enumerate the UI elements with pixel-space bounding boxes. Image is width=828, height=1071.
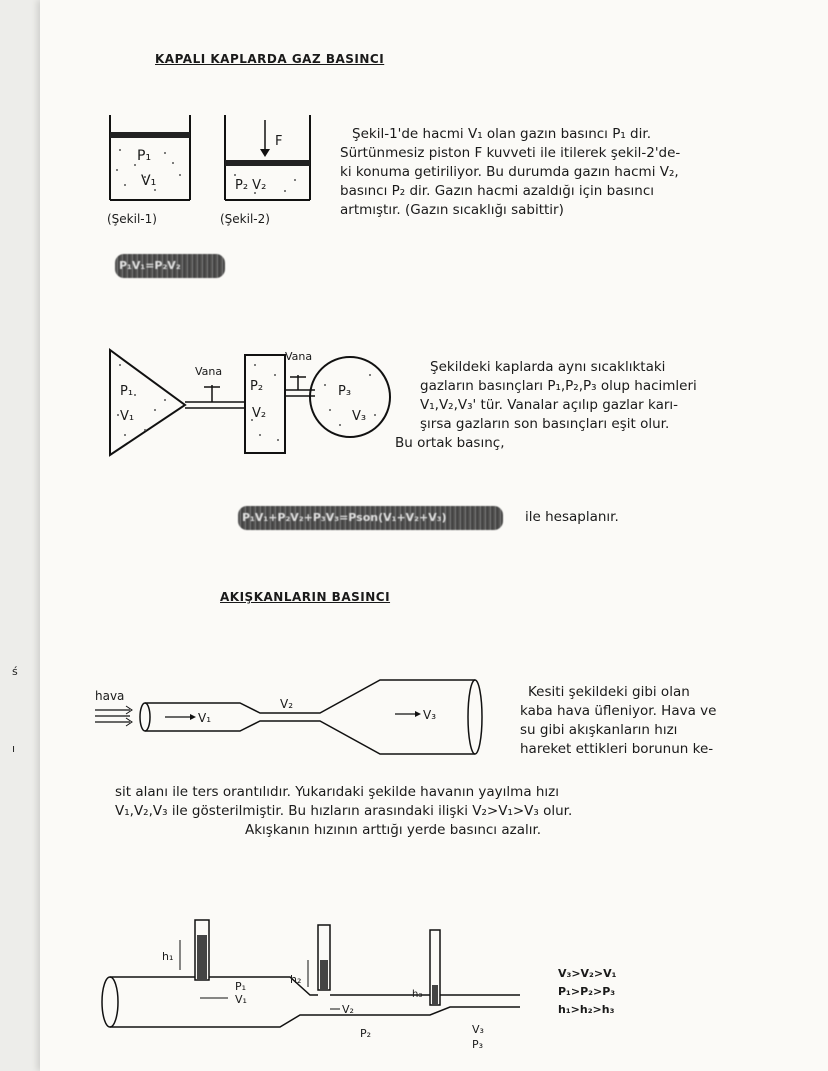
venturi-v2: V₂ [280, 697, 294, 711]
section1-line: Şekil-1'de hacmi V₁ olan gazın basıncı P₁ dir. [352, 126, 651, 142]
container2-p2: P₂ [250, 379, 264, 394]
container1-v1: V₁ [120, 409, 135, 424]
page-left-edge [0, 0, 40, 1071]
container2-v2: V₂ [252, 406, 267, 421]
pipe-v1: V₁ [235, 993, 247, 1006]
section1-line: Sürtünmesiz piston F kuvveti ile itilerek şekil-2'de- [340, 145, 681, 161]
section2-formula-suffix: ile hesaplanır. [525, 509, 619, 525]
container3-v3: V₃ [352, 409, 367, 424]
container1-p1: P₁ [120, 384, 134, 399]
section2-line: Şekildeki kaplarda aynı sıcaklıktaki [430, 359, 666, 375]
venturi-v3: V₃ [423, 708, 437, 722]
vana2-label: Vana [285, 350, 313, 363]
pipe-v3: V₃ [472, 1023, 484, 1036]
section2-line: Bu ortak basınç, [395, 435, 505, 451]
section3-paragraph-full [115, 783, 815, 840]
connected-containers-figure [100, 345, 420, 465]
hava-label: hava [95, 689, 125, 703]
section3-line: Kesiti şekildeki gibi olan [528, 684, 690, 700]
margin-mark: ı [12, 742, 16, 755]
inequality-p: P₁>P₂>P₃ [558, 985, 616, 998]
inequality-h: h₁>h₂>h₃ [558, 1003, 615, 1016]
section3-line: kaba hava üfleniyor. Hava ve [520, 703, 717, 719]
figure2-container [220, 115, 310, 226]
fig1-v1: V₁ [141, 173, 157, 189]
section1-title: KAPALI KAPLARDA GAZ BASINCI [155, 52, 385, 66]
section1-line: basıncı P₂ dir. Gazın hacmi azaldığı için basıncı [340, 183, 655, 199]
pipe-h1: h₁ [162, 950, 174, 963]
section1-formula: P₁V₁=P₂V₂ [119, 259, 181, 272]
pipe-p3: P₃ [472, 1038, 484, 1051]
section1-paragraph [340, 125, 810, 220]
pipe-p2: P₂ [360, 1027, 372, 1040]
piston-figures [95, 105, 325, 235]
fig1-p1: P₁ [137, 148, 152, 164]
fig2-force-label: F [275, 134, 283, 149]
pipe-manometer-figure [100, 915, 520, 1055]
section3-line: V₁,V₂,V₃ ile gösterilmiştir. Bu hızların arasındaki ilişki V₂>V₁>V₃ olur. [115, 803, 573, 819]
venturi-v1: V₁ [198, 711, 212, 725]
fig2-p2v2: P₂ V₂ [235, 178, 267, 193]
fig2-caption: (Şekil-2) [220, 212, 270, 226]
inequality-v: V₃>V₂>V₁ [558, 967, 617, 980]
notebook-page [40, 0, 828, 1071]
section1-line: artmıştır. (Gazın sıcaklığı sabittir) [340, 202, 564, 218]
figure1-container [107, 115, 190, 226]
pipe-h2: h₂ [290, 973, 302, 986]
section3-line: su gibi akışkanların hızı [520, 722, 678, 738]
pipe-p1: P₁ [235, 980, 247, 993]
margin-mark: ś [12, 665, 18, 678]
section3-line: Akışkanın hızının arttığı yerde basıncı azalır. [245, 822, 542, 838]
section2-paragraph [395, 358, 820, 453]
section1-formula-highlight [115, 254, 225, 278]
section1-line: ki konuma getiriliyor. Bu durumda gazın hacmi V₂, [340, 164, 679, 180]
section2-formula-highlight [238, 506, 503, 530]
fig1-caption: (Şekil-1) [107, 212, 157, 226]
section3-paragraph-right [520, 683, 820, 759]
section2-line: gazların basınçları P₁,P₂,P₃ olup hacimleri [420, 378, 697, 394]
section3-line: sit alanı ile ters orantılıdır. Yukarıdaki şekilde havanın yayılma hızı [115, 784, 560, 800]
section2-formula: P₁V₁+P₂V₂+P₃V₃=Pson(V₁+V₂+V₃) [242, 511, 447, 524]
pipe-v2: V₂ [342, 1003, 354, 1016]
venturi-tube-figure [90, 670, 510, 760]
section2-line: şırsa gazların son basınçları eşit olur. [420, 416, 670, 432]
pipe-inequalities [558, 965, 616, 1019]
section3-line: hareket ettikleri borunun ke- [520, 741, 714, 757]
section3-title: AKIŞKANLARIN BASINCI [220, 590, 391, 604]
pipe-h3: h₃ [412, 989, 423, 1000]
container3-p3: P₃ [338, 384, 352, 399]
vana1-label: Vana [195, 365, 223, 378]
section2-line: V₁,V₂,V₃' tür. Vanalar açılıp gazlar karı- [420, 397, 679, 413]
